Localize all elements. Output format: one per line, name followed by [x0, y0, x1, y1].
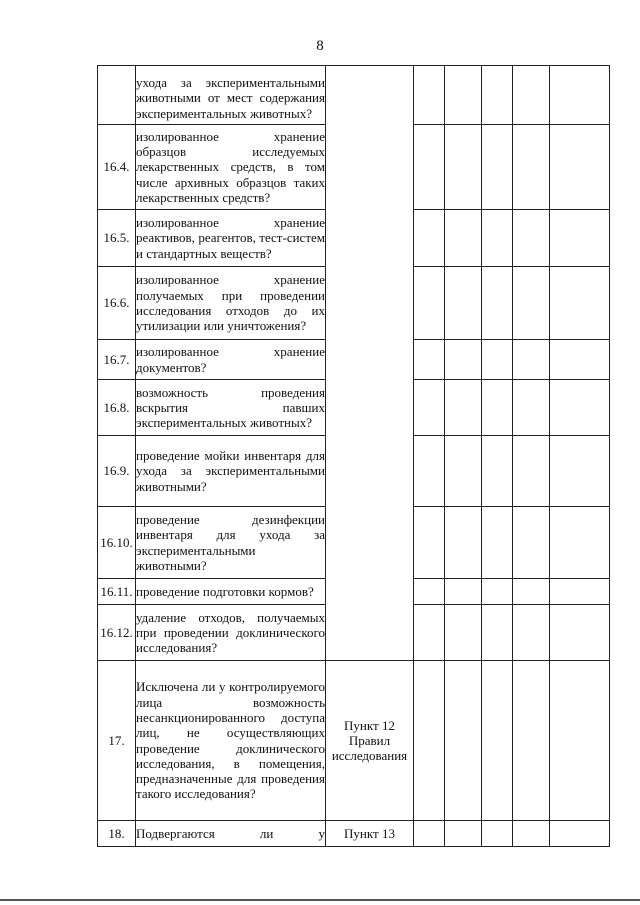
row-number: 16.6. [98, 267, 136, 340]
row-number: 16.10. [98, 507, 136, 579]
answer-cell [445, 380, 482, 436]
notes-cell [550, 507, 610, 579]
answer-cell [482, 661, 513, 821]
question-text: Подвергаются ли у [136, 821, 326, 847]
answer-cell [513, 605, 550, 661]
table-row [98, 66, 610, 125]
row-number: 16.9. [98, 436, 136, 507]
answer-cell [513, 340, 550, 380]
page-bottom-edge [0, 899, 640, 901]
notes-cell [550, 66, 610, 125]
notes-cell [550, 605, 610, 661]
notes-cell [550, 579, 610, 605]
answer-cell [414, 340, 445, 380]
row-number: 16.4. [98, 125, 136, 210]
row-number: 16.11. [98, 579, 136, 605]
answer-cell [414, 125, 445, 210]
answer-cell [513, 66, 550, 125]
answer-cell [513, 210, 550, 267]
answer-cell [445, 507, 482, 579]
answer-cell [482, 380, 513, 436]
reference-cell: Пункт 13 [326, 821, 414, 847]
answer-cell [482, 436, 513, 507]
answer-cell [445, 66, 482, 125]
answer-cell [445, 340, 482, 380]
answer-cell [513, 267, 550, 340]
page-number: 8 [316, 38, 324, 54]
checklist-table [97, 65, 610, 847]
answer-cell [513, 821, 550, 847]
row-number: 16.8. [98, 380, 136, 436]
notes-cell [550, 436, 610, 507]
question-text: проведение подготовки кормов? [136, 579, 326, 605]
answer-cell [414, 661, 445, 821]
answer-cell [414, 210, 445, 267]
reference-cell-merged [326, 66, 414, 661]
row-number: 18. [98, 821, 136, 847]
answer-cell [445, 579, 482, 605]
answer-cell [445, 605, 482, 661]
row-number: 16.7. [98, 340, 136, 380]
answer-cell [414, 66, 445, 125]
question-text: изолированное хранение получаемых при проведении исследования отходов до их утилизации или уничтожения? [136, 267, 326, 340]
notes-cell [550, 661, 610, 821]
answer-cell [414, 821, 445, 847]
notes-cell [550, 267, 610, 340]
answer-cell [414, 267, 445, 340]
row-number [98, 66, 136, 125]
notes-cell [550, 821, 610, 847]
question-text: проведение мойки инвентаря для ухода за экспериментальными животными? [136, 436, 326, 507]
answer-cell [513, 380, 550, 436]
answer-cell [445, 436, 482, 507]
answer-cell [414, 605, 445, 661]
answer-cell [414, 380, 445, 436]
answer-cell [482, 340, 513, 380]
table-row [98, 821, 610, 847]
answer-cell [513, 661, 550, 821]
answer-cell [414, 579, 445, 605]
answer-cell [445, 267, 482, 340]
answer-cell [445, 125, 482, 210]
question-text: изолированное хранение образцов исследуемых лекарственных средств, в том числе архивных образцов таких лекарственных средств? [136, 125, 326, 210]
question-text: проведение дезинфекции инвентаря для ухода за экспериментальными животными? [136, 507, 326, 579]
reference-cell: Пункт 12 Правил исследования [326, 661, 414, 821]
row-number: 17. [98, 661, 136, 821]
answer-cell [414, 507, 445, 579]
notes-cell [550, 125, 610, 210]
answer-cell [414, 436, 445, 507]
answer-cell [482, 210, 513, 267]
answer-cell [513, 436, 550, 507]
notes-cell [550, 380, 610, 436]
row-number: 16.5. [98, 210, 136, 267]
question-text: ухода за экспериментальными животными от мест содержания экспериментальных животных? [136, 66, 326, 125]
answer-cell [513, 507, 550, 579]
answer-cell [513, 579, 550, 605]
notes-cell [550, 210, 610, 267]
answer-cell [482, 579, 513, 605]
notes-cell [550, 340, 610, 380]
question-text: изолированное хранение реактивов, реагентов, тест-систем и стандартных веществ? [136, 210, 326, 267]
answer-cell [482, 507, 513, 579]
row-number: 16.12. [98, 605, 136, 661]
question-text: возможность проведения вскрытия павших экспериментальных животных? [136, 380, 326, 436]
answer-cell [482, 125, 513, 210]
answer-cell [445, 821, 482, 847]
answer-cell [513, 125, 550, 210]
answer-cell [482, 66, 513, 125]
answer-cell [445, 210, 482, 267]
question-text: Исключена ли у контролируемого лица возможность несанкционированного доступа лиц, не осуществляющих проведение доклинического исследования, в помещения, предназначенные для проведения такого исследования? [136, 661, 326, 821]
question-text: изолированное хранение документов? [136, 340, 326, 380]
answer-cell [482, 821, 513, 847]
answer-cell [445, 661, 482, 821]
table-row [98, 661, 610, 821]
answer-cell [482, 605, 513, 661]
question-text: удаление отходов, получаемых при проведении доклинического исследования? [136, 605, 326, 661]
answer-cell [482, 267, 513, 340]
